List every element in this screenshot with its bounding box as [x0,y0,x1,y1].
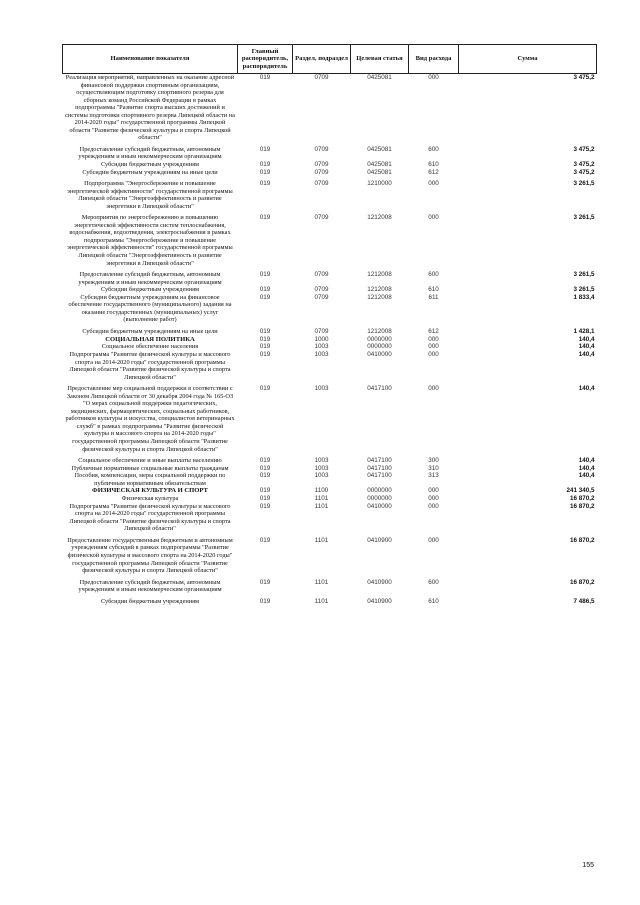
row-target: 0000000 [367,487,392,495]
row-target: 1212008 [367,327,392,335]
table-row [63,503,597,533]
row-sum: 16 870,2 [569,578,595,586]
row-name: Субсидии бюджетным учреждениям [101,161,199,169]
row-name: Предоставление субсидий бюджетным, автономным учреждениям и иным некоммерческим организациям [78,145,222,161]
row-admin: 019 [259,350,271,358]
row-admin: 019 [259,271,271,279]
row-type: 000 [428,487,439,495]
header-admin: Главный распорядитель, распорядитель [238,45,293,74]
row-type: 000 [428,74,439,81]
table-row [63,336,597,344]
row-name: Субсидии бюджетным учреждениям [101,597,199,605]
table-row [63,267,597,286]
row-type: 600 [428,578,439,586]
header-type: Вид расхода [409,45,459,74]
row-section: 0709 [314,214,329,222]
table-row [63,487,597,495]
row-section: 0709 [314,180,329,188]
row-type: 600 [428,145,439,153]
row-sum: 140,4 [578,343,595,351]
row-sum: 16 870,2 [569,502,595,510]
row-section: 1101 [314,578,329,586]
table-row [63,286,597,294]
table-row [63,74,597,142]
row-type: 000 [428,214,439,222]
row-sum: 3 261,5 [573,271,595,279]
row-admin: 019 [259,327,271,335]
row-name: Подпрограмма "Развитие физической культуры и массового спорта на 2014-2020 годы" государственной программы Липецкой области "Развитие физической культуры и спорта Липецкой области" [69,350,231,381]
row-type: 000 [428,335,439,343]
row-type: 611 [428,293,439,301]
row-section: 1101 [314,536,329,544]
row-target: 1212008 [367,271,392,279]
row-name: Физическая культура [121,495,179,503]
table-body [63,74,597,606]
row-admin: 019 [259,472,271,480]
table-row [63,161,597,169]
table-row [63,575,597,594]
row-section: 0709 [314,74,329,81]
row-sum: 3 475,2 [573,161,595,169]
row-section: 1003 [314,385,329,393]
row-sum: 3 475,2 [573,74,595,81]
row-type: 600 [428,271,439,279]
table-row [63,210,597,267]
table-row [63,351,597,381]
row-sum: 3 475,2 [573,168,595,176]
row-section: 1101 [314,597,329,605]
row-admin: 019 [259,161,271,169]
row-target: 1210000 [367,180,392,188]
row-target: 0425081 [367,168,392,176]
row-name: Пособия, компенсации, меры социальной поддержки по публичным нормативным обязательствам [74,472,226,487]
row-sum: 16 870,2 [569,536,595,544]
row-target: 0417100 [367,457,392,465]
row-type: 313 [428,472,439,480]
row-target: 0000000 [367,495,392,503]
row-target: 0410000 [367,350,392,358]
row-name: Подпрограмма "Развитие физической культуры и массового спорта на 2014-2020 годы" государственной программы Липецкой области "Развитие физической культуры и спорта Липецкой области" [69,502,231,533]
table-row [63,142,597,161]
row-target: 0417100 [367,464,392,472]
table-row [63,294,597,324]
row-section: 0709 [314,293,329,301]
table-row [63,495,597,503]
row-admin: 019 [259,597,271,605]
row-name: Предоставление субсидий бюджетным, автономным учреждениям и иным некоммерческим организациям [78,578,222,594]
row-sum: 140,4 [578,464,595,472]
row-target: 0425081 [367,145,392,153]
row-name: Реализация мероприятий, направленных на оказание адресной финансовой поддержки спортивным организациям, осуществляющим подготовку спортивного резерва для сборных команд Российской Федерации в рамках подпрограммы "Развитие спорта высших достижений и системы подготовки спортивного резерва Липецкой области на 2014-2020 годы" государственной программы Липецкой области "Развитие физической культуры и спорта Липецкой области" [65,74,235,142]
row-type: 000 [428,385,439,393]
row-section: 1003 [314,457,329,465]
page-number: 155 [582,862,594,869]
row-admin: 019 [259,145,271,153]
row-admin: 019 [259,578,271,586]
row-section: 0709 [314,161,329,169]
row-section: 0709 [314,168,329,176]
row-name: СОЦИАЛЬНАЯ ПОЛИТИКА [105,335,195,343]
row-name: Подпрограмма "Энергосбережение и повышение энергетической эффективности" государственной программы Липецкой области "Энергоэффективность и развитие энергетики в Липецкой области" [67,180,233,210]
table-row [63,324,597,336]
row-type: 610 [428,161,439,169]
row-name: Предоставление государственным бюджетным и автономным учреждениям субсидий в рамках подпрограммы "Развитие физической культуры и массового спорта на 2014-2020 годы" государственной программы Липецкой области "Развитие физической культуры и спорта Липецкой области" [67,536,233,575]
row-type: 612 [428,168,439,176]
table-row [63,472,597,487]
row-type: 610 [428,286,439,294]
row-sum: 7 486,5 [573,597,595,605]
row-name: Публичные нормативные социальные выплаты гражданам [71,464,229,472]
table-row [63,343,597,351]
row-target: 0417100 [367,472,392,480]
table-row [63,453,597,465]
row-sum: 140,4 [578,457,595,465]
row-sum: 3 261,5 [573,180,595,188]
table-row [63,381,597,453]
row-target: 0000000 [367,335,392,343]
row-sum: 3 261,5 [573,286,595,294]
row-type: 000 [428,180,439,188]
row-section: 1003 [314,464,329,472]
row-name: Социальное обеспечение населения [101,343,199,351]
row-target: 0000000 [367,343,392,351]
row-section: 1000 [314,335,329,343]
table-row [63,533,597,575]
row-name: Социальное обеспечение и иные выплаты населению [78,457,222,465]
row-type: 000 [428,536,439,544]
budget-table [62,44,597,605]
table-header-row [63,45,597,74]
row-section: 1100 [314,487,329,495]
row-admin: 019 [259,457,271,465]
row-admin: 019 [259,74,271,81]
row-target: 0410900 [367,597,392,605]
row-sum: 140,4 [578,335,595,343]
row-section: 0709 [314,271,329,279]
row-admin: 019 [259,168,271,176]
row-target: 1212008 [367,214,392,222]
row-target: 1212008 [367,286,392,294]
row-sum: 1 833,4 [573,293,595,301]
row-sum: 1 428,1 [573,327,595,335]
row-sum: 3 475,2 [573,145,595,153]
row-sum: 140,4 [578,472,595,480]
row-target: 0410900 [367,578,392,586]
row-admin: 019 [259,180,271,188]
table-row [63,465,597,473]
row-admin: 019 [259,293,271,301]
row-type: 000 [428,350,439,358]
row-type: 612 [428,327,439,335]
row-target: 0425081 [367,74,392,81]
row-section: 0709 [314,286,329,294]
row-sum: 16 870,2 [569,495,595,503]
row-admin: 019 [259,502,271,510]
row-sum: 3 261,5 [573,214,595,222]
row-admin: 019 [259,286,271,294]
row-name: Предоставление мер социальной поддержки в соответствии с Законом Липецкой области от 30 декабря 2004 года № 165-ОЗ "О мерах социальной поддержки педагогических, медицинских, фармацевтических, социальных работников, работников культуры и искусства, специалистов ветеринарных служб" в рамках подпрограммы "Развитие физической культуры и массового спорта на 2014-2020 годы" государственной программы Липецкой области "Развитие физической культуры и спорта Липецкой области" [65,385,235,453]
row-admin: 019 [259,335,271,343]
row-type: 000 [428,343,439,351]
row-name: Мероприятия по энергосбережению и повышению энергетической эффективности систем теплоснабжения, водоснабжения, водоотведения, электроснабжения в рамках подпрограммы "Энергосбережение и повышение энергетической эффективности" государственной программы Липецкой области "Энергоэффективность и развитие энергетики в Липецкой области" [67,214,233,267]
row-admin: 019 [259,385,271,393]
row-target: 0425081 [367,161,392,169]
row-name: Субсидии бюджетным учреждениям [101,286,199,294]
row-admin: 019 [259,536,271,544]
row-name: Предоставление субсидий бюджетным, автономным учреждениям и иным некоммерческим организациям [78,271,222,286]
row-section: 0709 [314,145,329,153]
row-sum: 241 340,5 [566,487,595,495]
row-section: 0709 [314,327,329,335]
row-type: 310 [428,464,439,472]
row-name: Субсидии бюджетным учреждениям на финансовое обеспечение государственного (муниципального) задания на оказание государственных (муниципальных) услуг (выполнение работ) [68,293,232,324]
table-row [63,169,597,177]
row-name: Субсидии бюджетным учреждениям на иные цели [82,168,218,176]
header-name: Наименование показателя [63,45,238,74]
row-section: 1003 [314,472,329,480]
row-name: ФИЗИЧЕСКАЯ КУЛЬТУРА И СПОРТ [92,487,208,495]
header-target: Целевая статья [351,45,409,74]
row-target: 0410000 [367,502,392,510]
row-admin: 019 [259,464,271,472]
row-sum: 140,4 [578,350,595,358]
row-admin: 019 [259,214,271,222]
table-row [63,176,597,210]
row-type: 000 [428,502,439,510]
row-admin: 019 [259,343,271,351]
row-admin: 019 [259,495,271,503]
row-sum: 140,4 [578,385,595,393]
row-admin: 019 [259,487,271,495]
header-sum: Сумма [459,45,597,74]
table-row [63,594,597,606]
row-section: 1003 [314,343,329,351]
header-section: Раздел, подраздел [293,45,351,74]
row-type: 610 [428,597,439,605]
row-target: 0417100 [367,385,392,393]
row-type: 300 [428,457,439,465]
row-section: 1003 [314,350,329,358]
row-section: 1101 [314,502,329,510]
row-type: 000 [428,495,439,503]
row-target: 0410900 [367,536,392,544]
row-name: Субсидии бюджетным учреждениям на иные цели [82,327,218,335]
row-section: 1101 [314,495,329,503]
row-target: 1212008 [367,293,392,301]
